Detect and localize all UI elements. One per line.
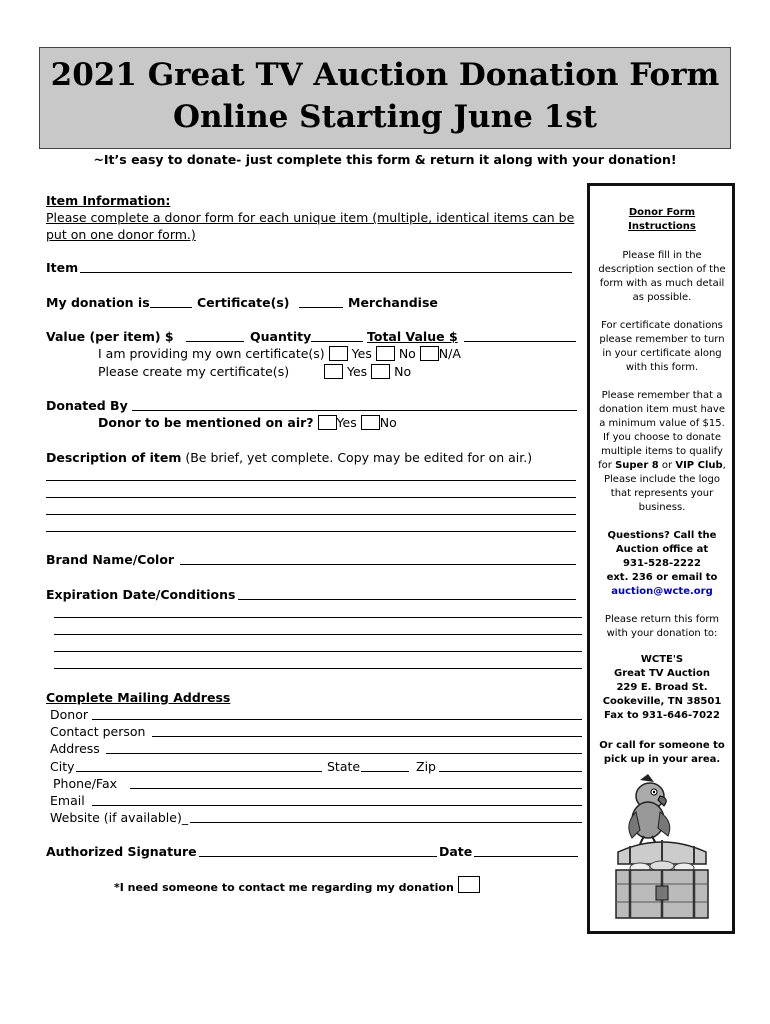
own-certificate-row [98,345,461,362]
sidebar-return-text: Please return this form with your donation to: [604,614,720,639]
address-line-2: Great TV Auction [614,668,710,679]
signature-field[interactable] [199,856,437,857]
sidebar-p3-or: or [661,460,673,471]
authorized-signature-label: Authorized Signature [46,844,197,859]
sidebar-pickup-text: Or call for someone to pick up in your area. [599,740,725,765]
website-label: Website (if available)_ [50,810,189,825]
sidebar-heading-line-1: Donor Form [628,207,696,218]
address-line-1: WCTE'S [640,654,684,665]
zip-label: Zip [416,759,436,774]
title-line-2: Online Starting June 1st [173,99,597,135]
donated-by-label: Donated By [46,398,128,413]
address-line-4: Cookeville, TN 38501 [602,696,722,707]
brand-name-field[interactable] [180,564,576,565]
sidebar-p3-post: , Please include the logo that represents your business. [604,460,726,513]
total-value-field[interactable] [464,341,576,342]
subtitle: ~It’s easy to donate- just complete this form & return it along with your donation! [93,152,677,167]
sidebar-p3-text: Please remember that a donation item must have a minimum value of $15. If you choose to donate multiple items to qualify for [598,390,725,471]
item-label: Item [46,260,79,275]
yes-label: Yes [351,346,372,361]
mention-no-checkbox[interactable] [361,415,380,430]
no-label: No [398,346,416,361]
description-line[interactable] [46,531,576,532]
email-label: Email [50,793,85,808]
description-line[interactable] [46,480,576,481]
quantity-label: Quantity [250,329,312,344]
expiration-line[interactable] [54,651,582,652]
super8-label: Super 8 [615,460,659,471]
phone-fax-label: Phone/Fax [53,776,118,791]
item-field[interactable] [80,272,572,273]
contact-me-row [114,876,480,895]
donor-field[interactable] [92,719,582,720]
expiration-field[interactable] [238,599,576,600]
instruction-line-1: Please complete a donor form for each unique item (multiple, identical items can be [46,210,575,225]
description-label: Description of item [46,450,182,465]
sidebar-paragraph-2: For certificate donations please remember to turn in your certificate along with this form. [599,320,725,373]
mention-yes-checkbox[interactable] [318,415,337,430]
sidebar-heading [596,206,728,234]
description-hint: (Be brief, yet complete. Copy may be edited for on air.) [185,450,533,465]
form-title [39,47,731,149]
city-field[interactable] [76,771,322,772]
contact-person-field[interactable] [152,736,582,737]
brand-name-label: Brand Name/Color [46,552,175,567]
contact-me-checkbox[interactable] [458,876,480,893]
yes-label: Yes [346,364,368,379]
sidebar-questions [596,529,728,599]
fax-line: Fax to 931-646-7022 [604,710,720,721]
zip-field[interactable] [439,771,582,772]
description-line[interactable] [46,497,576,498]
na-label: N/A [438,346,461,361]
city-label: City [50,759,75,774]
title-line-1: 2021 Great TV Auction Donation Form [50,57,720,93]
state-label: State [327,759,361,774]
sidebar-mailing-address [596,653,728,723]
auction-email-link[interactable]: auction@wcte.org [611,586,713,597]
auction-phone: 931-528-2222 [623,558,701,569]
contact-me-label: *I need someone to contact me regarding my donation [114,881,454,894]
quantity-field[interactable] [311,341,363,342]
certificate-blank[interactable] [150,307,192,308]
own-certificate-label: I am providing my own certificate(s) [98,346,325,361]
expiration-label: Expiration Date/Conditions [46,587,236,602]
donor-instructions-sidebar [587,183,735,934]
address-label: Address [50,741,100,756]
no-label: No [394,364,412,379]
certificate-label: Certificate(s) [197,295,290,310]
expiration-line[interactable] [54,634,582,635]
value-label: Value (per item) $ [46,329,174,344]
donated-by-field[interactable] [132,410,577,411]
description-row [46,449,532,466]
mention-on-air-row [98,414,397,431]
yes-label: Yes [336,415,357,430]
create-certificate-label: Please create my certificate(s) [98,364,290,379]
total-value-text: Total Value $ [367,329,458,344]
create-certificate-yes-checkbox[interactable] [324,364,343,379]
value-field[interactable] [186,341,244,342]
parrot-treasure-chest-icon [610,772,714,924]
merchandise-label: Merchandise [348,295,438,310]
date-label: Date [439,844,473,859]
phone-fax-field[interactable] [130,788,582,789]
create-certificate-row [324,363,411,380]
state-field[interactable] [361,771,409,772]
questions-line-2: ext. 236 or email to [606,572,718,583]
own-certificate-na-checkbox[interactable] [420,346,439,361]
donor-label: Donor [50,707,88,722]
instruction-line-2: put on one donor form.) [46,227,196,242]
description-line[interactable] [46,514,576,515]
expiration-line[interactable] [54,617,582,618]
website-field[interactable] [190,822,582,823]
my-donation-label: My donation is [46,295,150,310]
vip-club-label: VIP Club [675,460,723,471]
email-field[interactable] [92,805,582,806]
own-certificate-no-checkbox[interactable] [376,346,395,361]
date-field[interactable] [474,856,578,857]
merchandise-blank[interactable] [299,307,343,308]
mention-on-air-label: Donor to be mentioned on air? [98,415,314,430]
sidebar-paragraph-3 [596,389,728,515]
own-certificate-yes-checkbox[interactable] [329,346,348,361]
item-information-heading: Item Information: [46,193,171,208]
contact-person-label: Contact person [50,724,146,739]
questions-line-1: Questions? Call the Auction office at [607,530,717,555]
sidebar-paragraph-1: Please fill in the description section of the form with as much detail as possible. [598,250,726,303]
sidebar-heading-line-2: Instructions [628,221,696,232]
address-field[interactable] [106,753,582,754]
no-label: No [379,415,397,430]
address-line-3: 229 E. Broad St. [616,682,708,693]
create-certificate-no-checkbox[interactable] [371,364,390,379]
expiration-line[interactable] [54,668,582,669]
total-value-label [367,328,458,345]
mailing-address-heading: Complete Mailing Address [46,690,231,705]
